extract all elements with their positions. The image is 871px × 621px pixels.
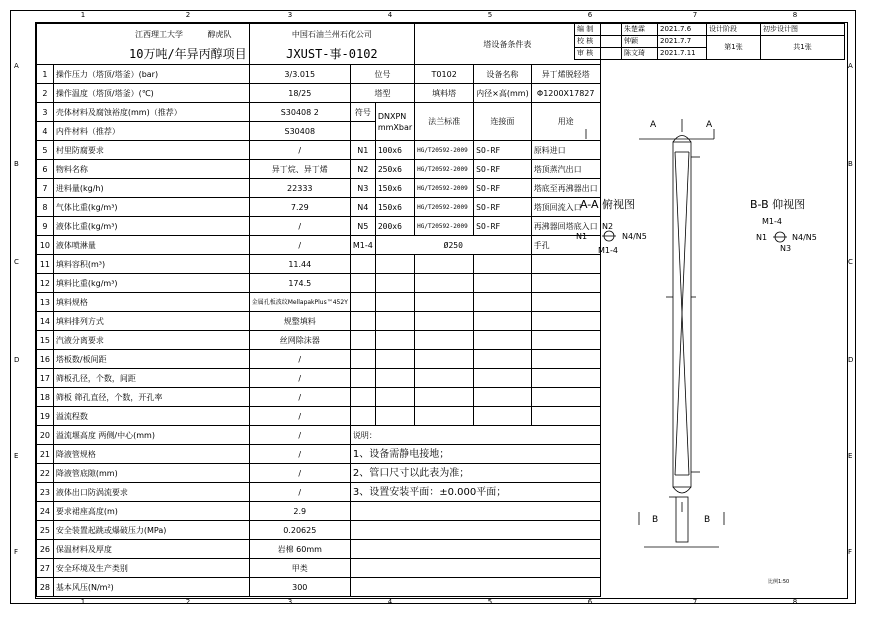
empty-cell: [350, 255, 375, 274]
param-row: [37, 388, 601, 407]
param-name: 进料量(kg/h): [53, 179, 249, 198]
nozzle-size: 100x6: [375, 141, 414, 160]
pos-value: T0102: [415, 65, 474, 84]
param-value: 岩棉 60mm: [249, 540, 350, 559]
param-value: 0.20625: [249, 521, 350, 540]
param-name: 村里防腐要求: [53, 141, 249, 160]
empty-cell: [350, 312, 375, 331]
param-no: 18: [37, 388, 54, 407]
param-row: [37, 350, 601, 369]
param-no: 6: [37, 160, 54, 179]
sheet-total: 共1张: [761, 36, 845, 60]
section-a-mark-right: A: [706, 120, 713, 130]
zone-markers-bottom: [35, 597, 846, 609]
bb-nozzle-top: M1-4: [762, 217, 782, 226]
stage-label: 设计阶段: [707, 24, 761, 36]
sheet-no: 第1张: [707, 36, 761, 60]
zone-row-d-right: D: [848, 356, 854, 364]
param-name: 降液管规格: [53, 445, 249, 464]
param-value: 18/25: [249, 84, 350, 103]
empty-cell: [350, 274, 375, 293]
zone-row-e: E: [14, 452, 19, 460]
nozzle-face: SO-RF: [474, 160, 532, 179]
param-row: [37, 464, 601, 483]
param-no: 10: [37, 236, 54, 255]
param-row: [37, 160, 601, 179]
aa-nozzle-left: N1: [576, 232, 588, 241]
nozzle-use: 再沸器回塔底入口: [531, 217, 600, 236]
param-name: 气体比重(kg/m³): [53, 198, 249, 217]
zone-row-e-right: E: [848, 452, 853, 460]
header-drawing-no: JXUST-事-0102: [249, 44, 414, 65]
empty-cell: [474, 350, 532, 369]
param-no: 28: [37, 578, 54, 597]
param-row: [37, 141, 601, 160]
nozzle-use: 塔底至再沸器出口: [531, 179, 600, 198]
zone-col-8-bottom: 8: [792, 598, 798, 606]
condition-table: [36, 23, 601, 597]
param-no: 1: [37, 65, 54, 84]
aa-nozzle-right: N4/N5: [622, 232, 647, 241]
bb-nozzle-left: N1: [756, 233, 768, 242]
param-row: [37, 426, 601, 445]
empty-cell: [474, 407, 532, 426]
nozzle-use: 塔顶回流入口: [531, 198, 600, 217]
param-value: 丝网除沫器: [249, 331, 350, 350]
type-label: 塔型: [350, 84, 414, 103]
param-no: 15: [37, 331, 54, 350]
param-name: 内件材料（推荐）: [53, 122, 249, 141]
nozzle-sym: N3: [350, 179, 375, 198]
param-value: /: [249, 217, 350, 236]
param-no: 3: [37, 103, 54, 122]
empty-cell: [375, 350, 414, 369]
param-name: 溢流程数: [53, 407, 249, 426]
section-a-mark-left: A: [650, 120, 657, 130]
bb-nozzle-bottom: N3: [780, 244, 792, 253]
param-row: [37, 559, 601, 578]
empty-cell: [350, 388, 375, 407]
nozzle-sym: N2: [350, 160, 375, 179]
param-row: [37, 540, 601, 559]
signoff-row: [575, 24, 845, 36]
param-value: 174.5: [249, 274, 350, 293]
param-no: 4: [37, 122, 54, 141]
signoff-name: 钟颖: [622, 36, 658, 48]
nozzle-size: 150x6: [375, 179, 414, 198]
nozzle-sym: N1: [350, 141, 375, 160]
param-name: 液体喷淋量: [53, 236, 249, 255]
param-no: 5: [37, 141, 54, 160]
empty-cell: [415, 274, 474, 293]
zone-col-8: 8: [792, 11, 798, 19]
empty-cell: [375, 255, 414, 274]
zone-row-b: B: [14, 160, 19, 168]
empty-cell: [350, 369, 375, 388]
nozzle-use: 塔顶蒸汽出口: [531, 160, 600, 179]
param-no: 12: [37, 274, 54, 293]
param-row: [37, 293, 601, 312]
nozzle-sym: N5: [350, 217, 375, 236]
param-name: 填料排列方式: [53, 312, 249, 331]
manhole-sym: M1-4: [350, 236, 375, 255]
param-row: [37, 103, 601, 122]
param-value: S30408: [249, 122, 350, 141]
param-row: [37, 179, 601, 198]
param-row: [37, 521, 601, 540]
param-row: [37, 445, 601, 464]
param-name: 物料名称: [53, 160, 249, 179]
param-name: 降液管底隙(mm): [53, 464, 249, 483]
nozzle-header-symbol-cont: [350, 122, 375, 141]
aa-view-label: A-A 俯视图: [580, 198, 636, 211]
signoff-date: 2021.7.6: [658, 24, 707, 36]
empty-cell: [375, 369, 414, 388]
param-no: 14: [37, 312, 54, 331]
empty-cell: [415, 369, 474, 388]
zone-row-d: D: [14, 356, 20, 364]
zone-row-c-right: C: [848, 258, 853, 266]
param-row: [37, 312, 601, 331]
nozzle-standard: HG/T20592-2009: [415, 160, 474, 179]
param-name: 筛板孔径，个数，间距: [53, 369, 249, 388]
param-name: 保温材料及厚度: [53, 540, 249, 559]
param-row: [37, 578, 601, 597]
nozzle-standard: HG/T20592-2009: [415, 179, 474, 198]
param-value: 2.9: [249, 502, 350, 521]
param-row: [37, 369, 601, 388]
param-no: 9: [37, 217, 54, 236]
header-company: 中国石油兰州石化公司: [249, 24, 414, 45]
param-name: 填料比重(kg/m³): [53, 274, 249, 293]
note-item: 2、管口尺寸以此表为准；: [350, 464, 600, 483]
param-no: 19: [37, 407, 54, 426]
empty-cell: [474, 331, 532, 350]
param-no: 21: [37, 445, 54, 464]
section-b-mark-left: B: [652, 515, 659, 525]
param-row: [37, 198, 601, 217]
param-row: [37, 84, 601, 103]
header-project: 10万吨/年异丙醇项目: [37, 44, 250, 65]
param-value: 甲类: [249, 559, 350, 578]
zone-row-f: F: [14, 548, 19, 556]
header-sheet-title: 塔设备条件表: [415, 24, 601, 65]
param-no: 17: [37, 369, 54, 388]
empty-cell: [375, 274, 414, 293]
nozzle-face: SO-RF: [474, 179, 532, 198]
param-name: 壳体材料及腐蚀裕度(mm)（推荐）: [53, 103, 249, 122]
empty-cell: [474, 388, 532, 407]
nozzle-face: SO-RF: [474, 217, 532, 236]
param-name: 塔板数/板间距: [53, 350, 249, 369]
zone-row-c: C: [14, 258, 19, 266]
param-row: [37, 65, 601, 84]
zone-col-2: 2: [185, 11, 191, 19]
param-value: /: [249, 426, 350, 445]
empty-cell: [375, 407, 414, 426]
empty-cell: [375, 312, 414, 331]
param-name: 汽液分离要求: [53, 331, 249, 350]
zone-col-1-bottom: 1: [80, 598, 86, 606]
empty-cell: [474, 312, 532, 331]
empty-cell: [415, 293, 474, 312]
param-no: 23: [37, 483, 54, 502]
note-item: 1、设备需静电接地；: [350, 445, 600, 464]
param-name: 要求裙座高度(m): [53, 502, 249, 521]
zone-col-3: 3: [287, 11, 293, 19]
empty-cell: [350, 521, 600, 540]
signoff-role: 审 核: [575, 48, 622, 60]
param-value: 300: [249, 578, 350, 597]
signoff-role: 编 制: [575, 24, 622, 36]
nozzle-standard: HG/T20592-2009: [415, 217, 474, 236]
param-name: 填料容积(m³): [53, 255, 249, 274]
empty-cell: [350, 407, 375, 426]
param-row: [37, 502, 601, 521]
param-value: 金属孔板波纹MellapakPlus™452Y: [249, 293, 350, 312]
stage-value: 初步设计图: [761, 24, 845, 36]
param-value: 3/3.015: [249, 65, 350, 84]
param-name: 筛板 筛孔直径，个数，开孔率: [53, 388, 249, 407]
zone-col-4: 4: [387, 11, 393, 19]
param-no: 13: [37, 293, 54, 312]
empty-cell: [375, 388, 414, 407]
zone-col-7: 7: [692, 11, 698, 19]
empty-cell: [415, 350, 474, 369]
param-no: 25: [37, 521, 54, 540]
nozzle-size: 150x6: [375, 198, 414, 217]
zone-col-3-bottom: 3: [287, 598, 293, 606]
header-team: 醇虎队: [207, 29, 232, 39]
dim-value: Φ1200X17827: [531, 84, 600, 103]
param-value: /: [249, 350, 350, 369]
tower-drawing: [574, 57, 844, 594]
header-school: 江西理工大学: [135, 29, 183, 39]
nozzle-face: SO-RF: [474, 141, 532, 160]
nozzle-header-standard: 法兰标准: [415, 103, 474, 141]
bb-nozzle-right: N4/N5: [792, 233, 817, 242]
empty-cell: [415, 255, 474, 274]
zone-col-4-bottom: 4: [387, 598, 393, 606]
param-no: 8: [37, 198, 54, 217]
param-value: /: [249, 388, 350, 407]
nozzle-standard: HG/T20592-2009: [415, 198, 474, 217]
nozzle-face: SO-RF: [474, 198, 532, 217]
zone-col-1: 1: [80, 11, 86, 19]
param-name: 安全装置起跳或爆破压力(MPa): [53, 521, 249, 540]
nozzle-standard: HG/T20592-2009: [415, 141, 474, 160]
param-name: 基本风压(N/m²): [53, 578, 249, 597]
zone-row-b-right: B: [848, 160, 853, 168]
param-row: [37, 331, 601, 350]
param-row: [37, 255, 601, 274]
tower-bottom-head: [673, 487, 691, 493]
param-row: [37, 236, 601, 255]
param-no: 7: [37, 179, 54, 198]
nozzle-header-size: DNXPN mmXbar: [375, 103, 414, 141]
param-value: /: [249, 445, 350, 464]
signoff-row: [575, 36, 845, 48]
zone-col-6: 6: [587, 11, 593, 19]
equip-name-value: 异丁烯脱轻塔: [531, 65, 600, 84]
param-no: 20: [37, 426, 54, 445]
nozzle-header-symbol: 符号: [350, 103, 375, 122]
aa-nozzle-top: N2: [602, 222, 614, 231]
manhole-use: 手孔: [531, 236, 600, 255]
empty-cell: [350, 578, 600, 597]
signoff-name: 朱楚霖: [622, 24, 658, 36]
empty-cell: [474, 369, 532, 388]
manhole-dia: Ø250: [375, 236, 531, 255]
zone-col-6-bottom: 6: [587, 598, 593, 606]
param-no: 24: [37, 502, 54, 521]
param-value: 异丁烷、异丁烯: [249, 160, 350, 179]
header-row-1: [37, 24, 601, 45]
param-no: 11: [37, 255, 54, 274]
header-school-team: [37, 24, 250, 45]
param-name: 填料规格: [53, 293, 249, 312]
param-value: 7.29: [249, 198, 350, 217]
param-name: 操作温度（塔顶/塔釜）(℃): [53, 84, 249, 103]
empty-cell: [474, 293, 532, 312]
nozzle-header-face: 连接面: [474, 103, 532, 141]
empty-cell: [350, 502, 600, 521]
param-value: /: [249, 483, 350, 502]
signoff-table: [574, 23, 845, 60]
empty-cell: [474, 255, 532, 274]
note-item: 3、设置安装平面：±0.000平面；: [350, 483, 600, 502]
param-value: /: [249, 236, 350, 255]
empty-cell: [415, 331, 474, 350]
zone-row-a-right: A: [848, 62, 853, 70]
param-value: 11.44: [249, 255, 350, 274]
bb-view-label: B-B 仰视图: [750, 198, 806, 211]
zone-col-2-bottom: 2: [185, 598, 191, 606]
param-no: 27: [37, 559, 54, 578]
signoff-date: 2021.7.11: [658, 48, 707, 60]
param-row: [37, 407, 601, 426]
param-value: /: [249, 369, 350, 388]
aa-nozzle-bottom: M1-4: [598, 246, 618, 255]
param-value: /: [249, 141, 350, 160]
nozzle-sym: N4: [350, 198, 375, 217]
param-name: 液体比重(kg/m³): [53, 217, 249, 236]
signoff-name: 陈文琦: [622, 48, 658, 60]
param-no: 2: [37, 84, 54, 103]
empty-cell: [474, 274, 532, 293]
param-name: 液体出口防涡流要求: [53, 483, 249, 502]
param-value: 规整填料: [249, 312, 350, 331]
zone-row-a: A: [14, 62, 19, 70]
param-name: 安全环境及生产类别: [53, 559, 249, 578]
param-value: /: [249, 464, 350, 483]
section-b-mark-right: B: [704, 515, 711, 525]
param-value: S30408 2: [249, 103, 350, 122]
nozzle-size: 200x6: [375, 217, 414, 236]
param-row: [37, 217, 601, 236]
signoff-date: 2021.7.7: [658, 36, 707, 48]
empty-cell: [350, 559, 600, 578]
empty-cell: [350, 540, 600, 559]
param-value: 22333: [249, 179, 350, 198]
signoff-role: 校 核: [575, 36, 622, 48]
zone-markers-top: [35, 10, 846, 22]
type-value: 填料塔: [415, 84, 474, 103]
empty-cell: [415, 312, 474, 331]
empty-cell: [350, 293, 375, 312]
nozzle-use: 原料进口: [531, 141, 600, 160]
zone-row-f-right: F: [848, 548, 853, 556]
param-value: /: [249, 407, 350, 426]
empty-cell: [375, 293, 414, 312]
param-no: 16: [37, 350, 54, 369]
empty-cell: [415, 388, 474, 407]
param-row: [37, 483, 601, 502]
notes-title: 说明：: [350, 426, 600, 445]
dim-label: 内径×高(mm): [474, 84, 532, 103]
param-no: 26: [37, 540, 54, 559]
zone-col-5: 5: [487, 11, 493, 19]
zone-col-5-bottom: 5: [487, 598, 493, 606]
pos-label: 位号: [350, 65, 414, 84]
equip-name-label: 设备名称: [474, 65, 532, 84]
param-no: 22: [37, 464, 54, 483]
empty-cell: [350, 350, 375, 369]
empty-cell: [415, 407, 474, 426]
nozzle-header-purpose: 用途: [531, 103, 600, 141]
empty-cell: [375, 331, 414, 350]
zone-col-7-bottom: 7: [692, 598, 698, 606]
param-row: [37, 274, 601, 293]
empty-cell: [350, 331, 375, 350]
scale-label: 比例1:50: [768, 579, 790, 585]
param-name: 操作压力（塔顶/塔釜）(bar): [53, 65, 249, 84]
nozzle-size: 250x6: [375, 160, 414, 179]
param-name: 溢流堰高度 两侧/中心(mm): [53, 426, 249, 445]
